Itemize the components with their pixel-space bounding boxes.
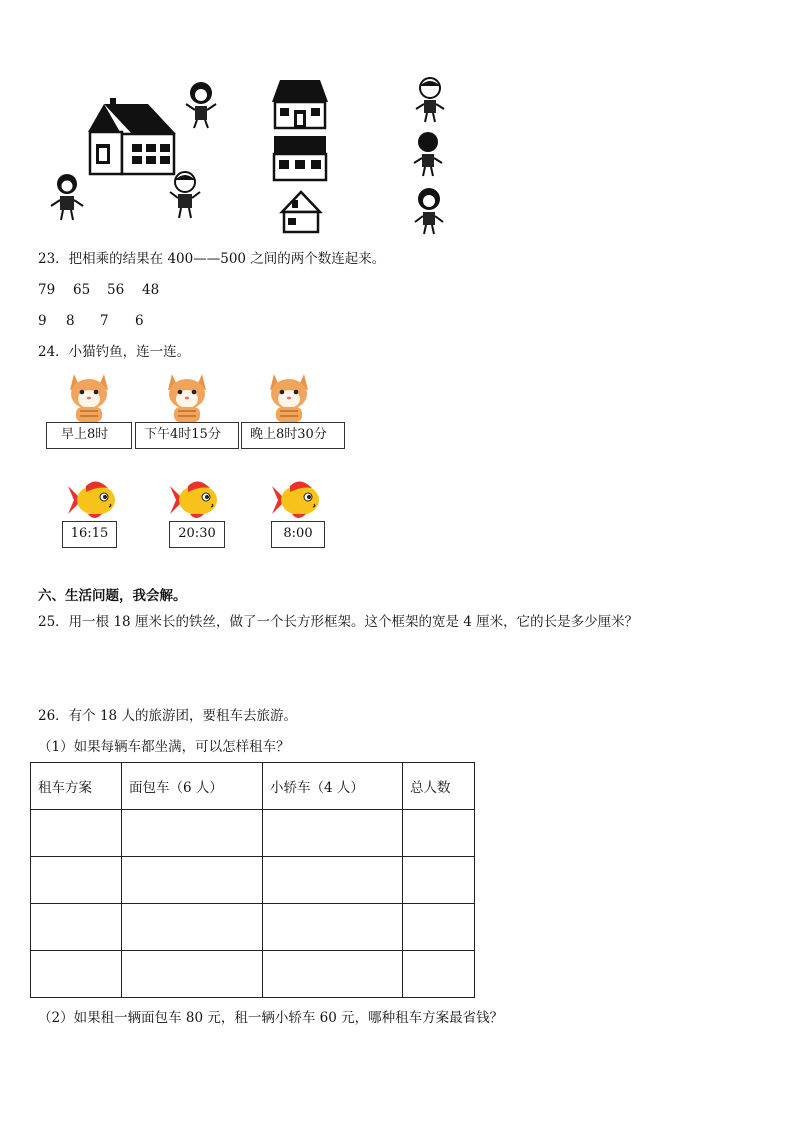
table-cell[interactable] bbox=[122, 857, 263, 904]
girl-icon bbox=[48, 172, 86, 222]
table-cell[interactable] bbox=[122, 951, 263, 998]
table-header-cell: 租车方案 bbox=[31, 763, 122, 810]
table-row bbox=[31, 904, 475, 951]
cat-time-label bbox=[46, 422, 132, 449]
table-cell[interactable] bbox=[263, 810, 403, 857]
table-header-cell: 面包车（6 人） bbox=[122, 763, 263, 810]
q23-number-row2-item: 6 bbox=[135, 313, 144, 329]
table-header-cell: 小轿车（4 人） bbox=[263, 763, 403, 810]
table-row bbox=[31, 810, 475, 857]
q23-number-row1-item: 48 bbox=[142, 282, 160, 298]
table-cell[interactable] bbox=[263, 904, 403, 951]
house-front-view-icon bbox=[270, 78, 330, 130]
cat-time-label bbox=[241, 422, 345, 449]
cat-icon bbox=[66, 370, 112, 422]
cat-time-label bbox=[135, 422, 239, 449]
q25-prompt: 25．用一根 18 厘米长的铁丝，做了一个长方形框架。这个框架的宽是 4 厘米，它的长是多少厘米？ bbox=[38, 614, 639, 630]
fish-icon bbox=[166, 478, 222, 522]
fish-icon bbox=[268, 478, 324, 522]
table-cell[interactable] bbox=[31, 857, 122, 904]
house-big-icon bbox=[84, 98, 182, 180]
girl-icon bbox=[410, 130, 446, 178]
table-row bbox=[31, 857, 475, 904]
girl-icon bbox=[182, 80, 220, 130]
fish-time-label: 8:00 bbox=[271, 521, 325, 548]
q24-prompt: 24．小猫钓鱼，连一连。 bbox=[38, 344, 191, 360]
q26-part2: （2）如果租一辆面包车 80 元，租一辆小轿车 60 元，哪种租车方案最省钱？ bbox=[38, 1010, 504, 1026]
q23-number-row1-item: 56 bbox=[107, 282, 125, 298]
section-title: 六、生活问题，我会解。 bbox=[38, 588, 187, 604]
house-side-view-icon bbox=[270, 134, 330, 182]
cat-icon bbox=[266, 370, 312, 422]
table-cell[interactable] bbox=[263, 857, 403, 904]
table-cell[interactable] bbox=[122, 810, 263, 857]
table-cell[interactable] bbox=[403, 857, 475, 904]
q23-prompt: 23．把相乘的结果在 400——500 之间的两个数连起来。 bbox=[38, 251, 386, 267]
q26-part1: （1）如果每辆车都坐满，可以怎样租车？ bbox=[38, 739, 290, 755]
table-cell[interactable] bbox=[31, 904, 122, 951]
table-header-row bbox=[31, 763, 475, 810]
girl-icon bbox=[412, 76, 448, 124]
cat-time-text: 早上8时 bbox=[61, 427, 109, 442]
fish-icon bbox=[64, 478, 120, 522]
table-cell[interactable] bbox=[403, 904, 475, 951]
girl-icon bbox=[410, 186, 448, 236]
rental-plan-table bbox=[30, 762, 475, 998]
table-cell[interactable] bbox=[403, 951, 475, 998]
table-cell[interactable] bbox=[122, 904, 263, 951]
q23-number-row2-item: 9 bbox=[38, 313, 47, 329]
cat-time-text: 晚上8时30分 bbox=[250, 427, 327, 442]
q23-number-row2-item: 8 bbox=[66, 313, 75, 329]
fish-time-label: 16:15 bbox=[62, 521, 117, 548]
q23-number-row1-item: 65 bbox=[73, 282, 91, 298]
table-cell[interactable] bbox=[31, 810, 122, 857]
table-cell[interactable] bbox=[403, 810, 475, 857]
q23-number-row1-item: 79 bbox=[38, 282, 56, 298]
girl-icon bbox=[166, 170, 204, 220]
cat-time-text: 下午4时15分 bbox=[144, 427, 221, 442]
cat-icon bbox=[164, 370, 210, 422]
house-end-view-icon bbox=[278, 188, 324, 234]
fish-time-label: 20:30 bbox=[169, 521, 225, 548]
table-cell[interactable] bbox=[31, 951, 122, 998]
q23-number-row2-item: 7 bbox=[100, 313, 109, 329]
table-cell[interactable] bbox=[263, 951, 403, 998]
table-row bbox=[31, 951, 475, 998]
table-header-cell: 总人数 bbox=[403, 763, 475, 810]
q26-prompt: 26．有个 18 人的旅游团，要租车去旅游。 bbox=[38, 708, 297, 724]
